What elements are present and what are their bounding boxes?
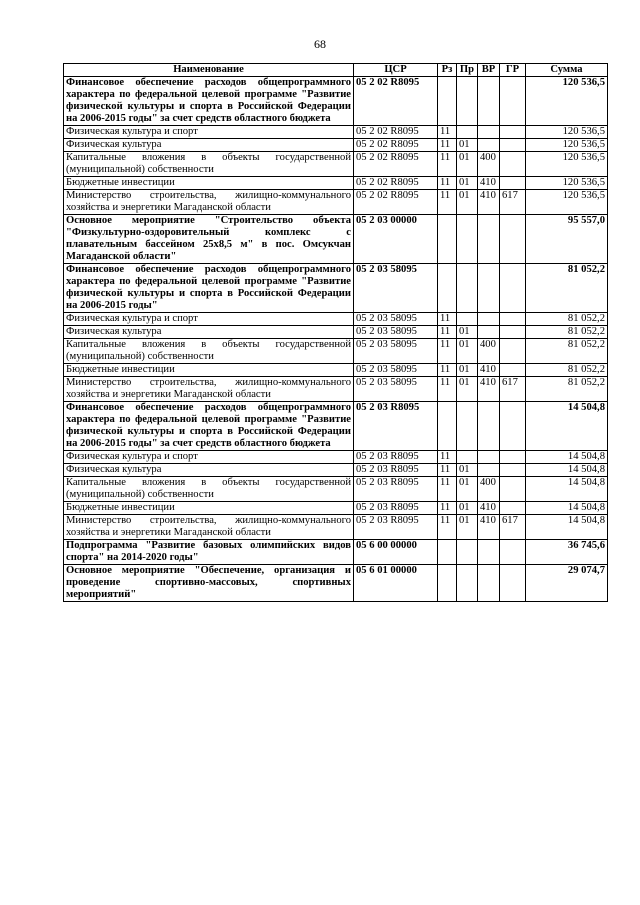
table-row bbox=[64, 540, 608, 565]
table-row bbox=[64, 126, 608, 139]
cell-rz: 11 bbox=[438, 152, 457, 177]
cell-sum: 29 074,7 bbox=[526, 565, 608, 602]
cell-gr: 617 bbox=[500, 515, 526, 540]
cell-pr: 01 bbox=[457, 177, 478, 190]
table-row bbox=[64, 477, 608, 502]
table-row bbox=[64, 264, 608, 313]
cell-rz bbox=[438, 264, 457, 313]
cell-vr: 410 bbox=[478, 515, 500, 540]
cell-gr bbox=[500, 77, 526, 126]
cell-rz: 11 bbox=[438, 377, 457, 402]
cell-vr: 410 bbox=[478, 190, 500, 215]
header-gr: ГР bbox=[500, 64, 526, 77]
header-rz: Рз bbox=[438, 64, 457, 77]
table-row bbox=[64, 464, 608, 477]
cell-sum: 120 536,5 bbox=[526, 126, 608, 139]
cell-gr bbox=[500, 540, 526, 565]
cell-sum: 120 536,5 bbox=[526, 77, 608, 126]
cell-pr: 01 bbox=[457, 477, 478, 502]
cell-rz: 11 bbox=[438, 515, 457, 540]
table-row bbox=[64, 77, 608, 126]
cell-pr: 01 bbox=[457, 139, 478, 152]
table-header-row bbox=[64, 64, 608, 77]
cell-sum: 14 504,8 bbox=[526, 464, 608, 477]
budget-table bbox=[63, 63, 608, 602]
cell-rz: 11 bbox=[438, 126, 457, 139]
cell-rz bbox=[438, 565, 457, 602]
cell-csr: 05 2 03 R8095 bbox=[354, 464, 438, 477]
cell-pr bbox=[457, 126, 478, 139]
cell-vr: 400 bbox=[478, 152, 500, 177]
cell-name: Финансовое обеспечение расходов общепрограммного характера по федеральной целевой программе "Развитие физической культуры и спорта в Российской Федерации на 2006-2015 годы" за счет средств областного бюджета bbox=[64, 77, 354, 126]
table-row bbox=[64, 190, 608, 215]
cell-rz bbox=[438, 402, 457, 451]
table-row bbox=[64, 502, 608, 515]
cell-sum: 81 052,2 bbox=[526, 377, 608, 402]
cell-rz: 11 bbox=[438, 190, 457, 215]
cell-gr bbox=[500, 451, 526, 464]
cell-vr bbox=[478, 565, 500, 602]
cell-gr bbox=[500, 215, 526, 264]
cell-csr: 05 2 03 R8095 bbox=[354, 451, 438, 464]
table-row bbox=[64, 515, 608, 540]
header-sum: Сумма bbox=[526, 64, 608, 77]
cell-csr: 05 2 03 58095 bbox=[354, 326, 438, 339]
cell-name: Министерство строительства, жилищно-коммунального хозяйства и энергетики Магаданской области bbox=[64, 190, 354, 215]
cell-pr bbox=[457, 77, 478, 126]
cell-rz: 11 bbox=[438, 502, 457, 515]
cell-rz bbox=[438, 215, 457, 264]
cell-vr: 400 bbox=[478, 477, 500, 502]
cell-csr: 05 2 02 R8095 bbox=[354, 177, 438, 190]
table-row bbox=[64, 215, 608, 264]
cell-sum: 95 557,0 bbox=[526, 215, 608, 264]
cell-gr bbox=[500, 152, 526, 177]
cell-name: Подпрограмма "Развитие базовых олимпийских видов спорта" на 2014-2020 годы" bbox=[64, 540, 354, 565]
cell-name: Физическая культура и спорт bbox=[64, 313, 354, 326]
cell-pr: 01 bbox=[457, 377, 478, 402]
cell-vr bbox=[478, 464, 500, 477]
header-pr: Пр bbox=[457, 64, 478, 77]
cell-csr: 05 6 00 00000 bbox=[354, 540, 438, 565]
cell-csr: 05 2 03 R8095 bbox=[354, 502, 438, 515]
cell-sum: 36 745,6 bbox=[526, 540, 608, 565]
cell-pr: 01 bbox=[457, 464, 478, 477]
cell-sum: 81 052,2 bbox=[526, 264, 608, 313]
cell-name: Капитальные вложения в объекты государственной (муниципальной) собственности bbox=[64, 477, 354, 502]
cell-pr: 01 bbox=[457, 515, 478, 540]
cell-csr: 05 2 02 R8095 bbox=[354, 77, 438, 126]
table-row bbox=[64, 152, 608, 177]
cell-vr bbox=[478, 540, 500, 565]
cell-pr bbox=[457, 451, 478, 464]
cell-csr: 05 2 03 00000 bbox=[354, 215, 438, 264]
cell-vr: 410 bbox=[478, 177, 500, 190]
cell-gr bbox=[500, 477, 526, 502]
header-vr: ВР bbox=[478, 64, 500, 77]
cell-csr: 05 2 02 R8095 bbox=[354, 126, 438, 139]
header-name: Наименование bbox=[64, 64, 354, 77]
cell-name: Основное мероприятие "Обеспечение, организация и проведение спортивно-массовых, спортивных мероприятий" bbox=[64, 565, 354, 602]
cell-vr bbox=[478, 264, 500, 313]
table-row bbox=[64, 177, 608, 190]
cell-name: Бюджетные инвестиции bbox=[64, 502, 354, 515]
cell-pr bbox=[457, 402, 478, 451]
cell-gr bbox=[500, 177, 526, 190]
page-number: 68 bbox=[314, 37, 326, 51]
cell-gr bbox=[500, 565, 526, 602]
cell-sum: 81 052,2 bbox=[526, 364, 608, 377]
cell-csr: 05 2 03 58095 bbox=[354, 264, 438, 313]
cell-rz: 11 bbox=[438, 177, 457, 190]
cell-csr: 05 2 02 R8095 bbox=[354, 152, 438, 177]
cell-vr: 400 bbox=[478, 339, 500, 364]
cell-rz: 11 bbox=[438, 326, 457, 339]
cell-rz: 11 bbox=[438, 139, 457, 152]
cell-csr: 05 2 03 R8095 bbox=[354, 477, 438, 502]
cell-name: Основное мероприятие "Строительство объекта "Физкультурно-оздоровительный комплекс с плавательным бассейном 25х8,5 м" в пос. Омсукчан Магаданской области" bbox=[64, 215, 354, 264]
table-row bbox=[64, 377, 608, 402]
cell-name: Физическая культура и спорт bbox=[64, 126, 354, 139]
cell-sum: 81 052,2 bbox=[526, 326, 608, 339]
table-row bbox=[64, 313, 608, 326]
cell-sum: 14 504,8 bbox=[526, 477, 608, 502]
cell-sum: 14 504,8 bbox=[526, 451, 608, 464]
cell-vr bbox=[478, 326, 500, 339]
cell-pr: 01 bbox=[457, 326, 478, 339]
cell-name: Капитальные вложения в объекты государственной (муниципальной) собственности bbox=[64, 339, 354, 364]
cell-gr: 617 bbox=[500, 190, 526, 215]
cell-sum: 120 536,5 bbox=[526, 139, 608, 152]
cell-sum: 120 536,5 bbox=[526, 177, 608, 190]
cell-sum: 14 504,8 bbox=[526, 502, 608, 515]
cell-csr: 05 2 02 R8095 bbox=[354, 139, 438, 152]
cell-name: Бюджетные инвестиции bbox=[64, 177, 354, 190]
cell-vr bbox=[478, 77, 500, 126]
cell-name: Капитальные вложения в объекты государственной (муниципальной) собственности bbox=[64, 152, 354, 177]
cell-name: Финансовое обеспечение расходов общепрограммного характера по федеральной целевой программе "Развитие физической культуры и спорта в Российской Федерации на 2006-2015 годы" bbox=[64, 264, 354, 313]
cell-csr: 05 2 03 R8095 bbox=[354, 402, 438, 451]
cell-name: Физическая культура bbox=[64, 139, 354, 152]
table-row bbox=[64, 565, 608, 602]
cell-vr: 410 bbox=[478, 364, 500, 377]
cell-gr bbox=[500, 339, 526, 364]
cell-csr: 05 2 03 58095 bbox=[354, 339, 438, 364]
cell-name: Бюджетные инвестиции bbox=[64, 364, 354, 377]
cell-rz: 11 bbox=[438, 313, 457, 326]
cell-vr bbox=[478, 126, 500, 139]
cell-rz: 11 bbox=[438, 477, 457, 502]
cell-csr: 05 2 02 R8095 bbox=[354, 190, 438, 215]
cell-vr: 410 bbox=[478, 377, 500, 402]
table-row bbox=[64, 326, 608, 339]
cell-sum: 81 052,2 bbox=[526, 313, 608, 326]
cell-csr: 05 2 03 58095 bbox=[354, 364, 438, 377]
cell-pr bbox=[457, 215, 478, 264]
cell-gr bbox=[500, 326, 526, 339]
cell-pr bbox=[457, 540, 478, 565]
table-body bbox=[64, 77, 608, 602]
cell-pr: 01 bbox=[457, 190, 478, 215]
cell-pr: 01 bbox=[457, 152, 478, 177]
cell-rz: 11 bbox=[438, 451, 457, 464]
cell-pr bbox=[457, 313, 478, 326]
cell-name: Финансовое обеспечение расходов общепрограммного характера по федеральной целевой программе "Развитие физической культуры и спорта в Российской Федерации на 2006-2015 годы" за счет средств областного бюджета bbox=[64, 402, 354, 451]
cell-gr bbox=[500, 402, 526, 451]
table-row bbox=[64, 339, 608, 364]
cell-pr: 01 bbox=[457, 502, 478, 515]
cell-gr bbox=[500, 139, 526, 152]
cell-vr bbox=[478, 402, 500, 451]
cell-gr bbox=[500, 502, 526, 515]
cell-vr bbox=[478, 451, 500, 464]
cell-pr bbox=[457, 264, 478, 313]
cell-gr bbox=[500, 264, 526, 313]
cell-rz bbox=[438, 540, 457, 565]
cell-vr bbox=[478, 215, 500, 264]
cell-csr: 05 2 03 R8095 bbox=[354, 515, 438, 540]
cell-name: Министерство строительства, жилищно-коммунального хозяйства и энергетики Магаданской области bbox=[64, 515, 354, 540]
cell-gr bbox=[500, 464, 526, 477]
table-row bbox=[64, 364, 608, 377]
cell-rz: 11 bbox=[438, 364, 457, 377]
cell-rz bbox=[438, 77, 457, 126]
cell-gr bbox=[500, 364, 526, 377]
cell-pr bbox=[457, 565, 478, 602]
cell-name: Физическая культура и спорт bbox=[64, 451, 354, 464]
cell-name: Физическая культура bbox=[64, 464, 354, 477]
cell-rz: 11 bbox=[438, 339, 457, 364]
cell-gr bbox=[500, 126, 526, 139]
table-row bbox=[64, 139, 608, 152]
cell-pr: 01 bbox=[457, 364, 478, 377]
cell-sum: 81 052,2 bbox=[526, 339, 608, 364]
cell-name: Министерство строительства, жилищно-коммунального хозяйства и энергетики Магаданской области bbox=[64, 377, 354, 402]
cell-gr: 617 bbox=[500, 377, 526, 402]
table-row bbox=[64, 402, 608, 451]
cell-sum: 14 504,8 bbox=[526, 515, 608, 540]
cell-vr: 410 bbox=[478, 502, 500, 515]
cell-rz: 11 bbox=[438, 464, 457, 477]
cell-vr bbox=[478, 139, 500, 152]
cell-csr: 05 2 03 58095 bbox=[354, 313, 438, 326]
cell-vr bbox=[478, 313, 500, 326]
cell-csr: 05 6 01 00000 bbox=[354, 565, 438, 602]
cell-sum: 14 504,8 bbox=[526, 402, 608, 451]
cell-pr: 01 bbox=[457, 339, 478, 364]
cell-name: Физическая культура bbox=[64, 326, 354, 339]
table-row bbox=[64, 451, 608, 464]
cell-sum: 120 536,5 bbox=[526, 152, 608, 177]
cell-sum: 120 536,5 bbox=[526, 190, 608, 215]
header-csr: ЦСР bbox=[354, 64, 438, 77]
cell-csr: 05 2 03 58095 bbox=[354, 377, 438, 402]
cell-gr bbox=[500, 313, 526, 326]
